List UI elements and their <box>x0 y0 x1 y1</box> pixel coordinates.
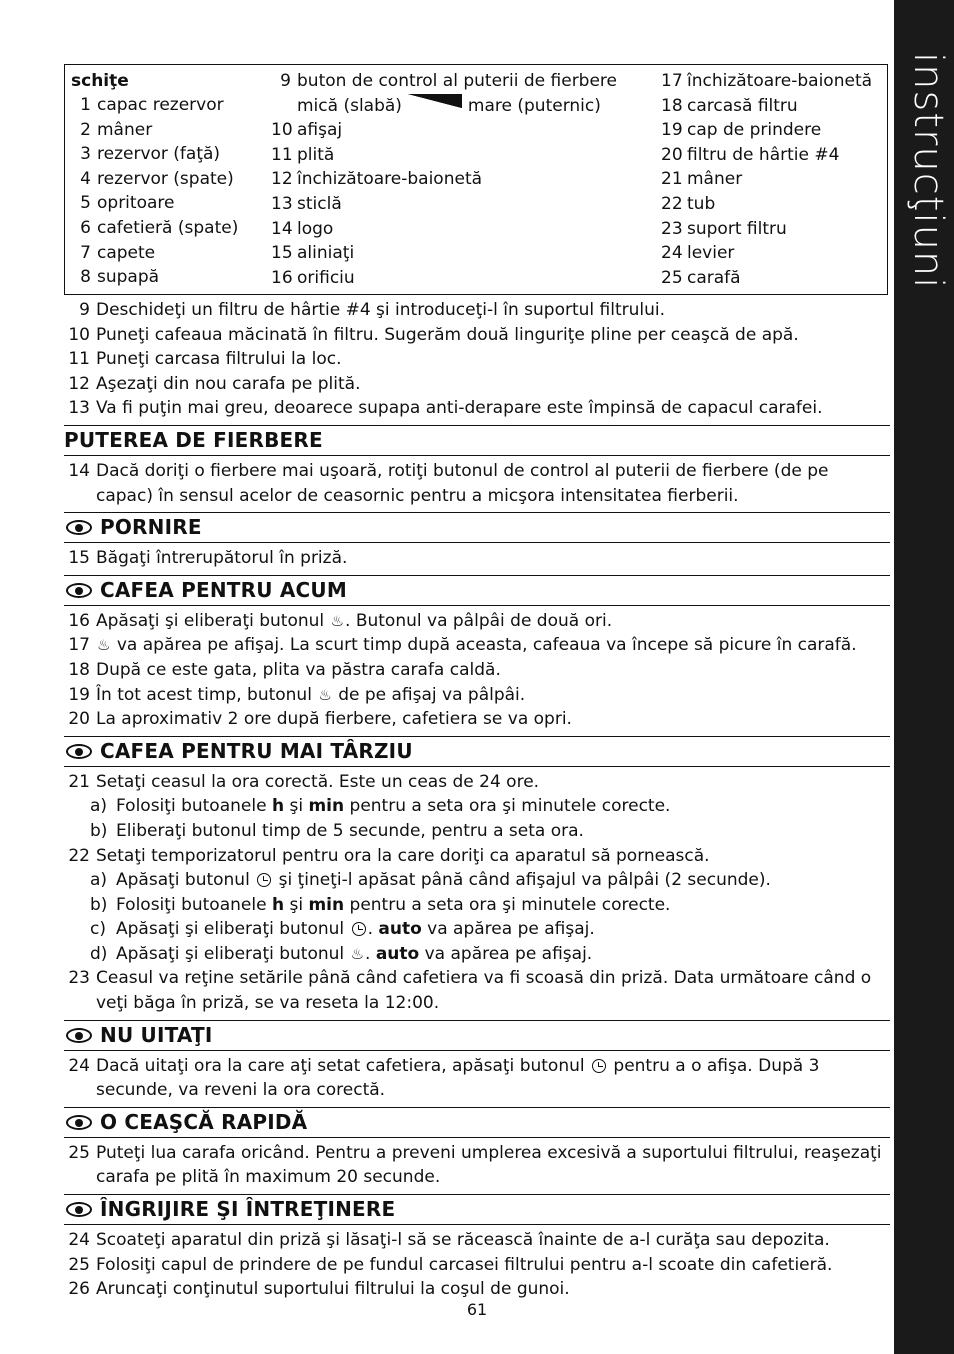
step: 25 Puteţi lua carafa oricând. Pentru a preveni umplerea excesivă a suportului filtrului, reaşezaţi carafa pe plită în maximum 20 secunde. <box>68 1142 882 1188</box>
parts-item: 14 logo <box>271 218 334 239</box>
section-heading-start: PORNIRE <box>64 512 890 543</box>
step: 19 În tot acest timp, butonul ♨ de pe afişaj va pâlpâi. <box>64 683 890 708</box>
parts-item: 7 capete <box>80 242 156 263</box>
step: 11 Puneţi carcasa filtrului la loc. <box>68 349 342 370</box>
step: 10 Puneţi cafeaua măcinată în filtru. Sugerăm două linguriţe pline per ceaşcă de apă. <box>68 324 799 345</box>
step: 25 Folosiţi capul de prindere de pe fundul carcasei filtrului pentru a-l scoate din cafetieră. <box>68 1254 833 1275</box>
parts-column-3 <box>661 69 872 290</box>
parts-item: 24 levier <box>661 243 735 264</box>
eye-icon <box>66 520 92 535</box>
parts-heading: schiţe <box>71 71 129 91</box>
parts-item: 8 supapă <box>80 267 160 288</box>
parts-item: 13 sticlă <box>271 193 342 214</box>
parts-item: 3 rezervor (faţă) <box>80 144 221 165</box>
step: 16 Apăsaţi şi eliberaţi butonul ♨. Butonul va pâlpâi de două ori. <box>64 609 890 634</box>
parts-item: mică (slabă) mare (puternic) <box>297 95 601 116</box>
step: 12 Aşezaţi din nou carafa pe plită. <box>68 373 361 394</box>
step: 24 Scoateţi aparatul din priză şi lăsaţi-l să se răcească înainte de a-l curăţa sau depozita. <box>68 1230 830 1251</box>
parts-item: 17 închizătoare-baionetă <box>661 71 873 91</box>
parts-item: 12 închizătoare-baionetă <box>271 169 483 190</box>
parts-item: 21 mâner <box>661 169 743 190</box>
clock-icon <box>352 922 366 936</box>
parts-item: 9 buton de control al puterii de fierbere <box>280 71 618 91</box>
parts-item: 2 mâner <box>80 119 153 140</box>
parts-column-1 <box>71 69 238 290</box>
brew-icon: ♨ <box>350 944 365 963</box>
section-heading-forget: NU UITAŢI <box>64 1020 890 1051</box>
parts-item: 10 afişaj <box>271 120 343 141</box>
section-heading-now: CAFEA PENTRU ACUM <box>64 575 890 606</box>
clock-icon <box>257 873 271 887</box>
parts-item: 11 plită <box>271 144 335 165</box>
step: 21 Setaţi ceasul la ora corectă. Este un ceas de 24 ore. <box>68 771 540 792</box>
parts-item: 23 suport filtru <box>661 218 787 239</box>
step: 9 Deschideţi un filtru de hârtie #4 şi introduceţi-l în suportul filtrului. <box>79 300 666 320</box>
section-heading-care: ÎNGRIJIRE ŞI ÎNTREŢINERE <box>64 1194 890 1225</box>
parts-item: 16 orificiu <box>271 267 355 288</box>
parts-legend-box <box>64 64 888 295</box>
step: 17 ♨ va apărea pe afişaj. La scurt timp după aceasta, cafeaua va începe să picure în carafă. <box>64 633 890 658</box>
substep: a) Apăsaţi butonul şi ţineţi-l apăsat până când afişajul va pâlpâi (2 secunde). <box>90 870 771 891</box>
step: 24 Dacă uitaţi ora la care aţi setat cafetiera, apăsaţi butonul pentru a o afişa. După 3 secunde, va reveni la ora corectă. <box>68 1055 820 1101</box>
step: 26 Aruncaţi conţinutul suportului filtrului la coşul de gunoi. <box>68 1279 570 1300</box>
parts-item: 25 carafă <box>661 267 741 288</box>
substep: b) Eliberaţi butonul timp de 5 secunde, pentru a seta ora. <box>90 820 584 841</box>
parts-item: 1 capac rezervor <box>80 95 224 115</box>
eye-icon <box>66 1028 92 1043</box>
side-tab <box>894 0 954 1354</box>
step: 18 După ce este gata, plita va păstra carafa caldă. <box>68 659 501 680</box>
substep: d) Apăsaţi şi eliberaţi butonul ♨. auto va apărea pe afişaj. <box>64 942 890 967</box>
clock-icon <box>592 1059 606 1073</box>
parts-item: 6 cafetieră (spate) <box>80 217 239 238</box>
eye-icon <box>66 583 92 598</box>
substep: b) Folosiţi butoanele h şi min pentru a seta ora şi minutele corecte. <box>90 894 671 915</box>
parts-item: 15 aliniaţi <box>271 243 355 264</box>
section-heading-power: PUTEREA DE FIERBERE <box>64 425 890 456</box>
substep: a) Folosiţi butoanele h şi min pentru a seta ora şi minutele corecte. <box>90 796 671 817</box>
eye-icon <box>66 744 92 759</box>
eye-icon <box>66 1115 92 1130</box>
parts-column-2 <box>271 69 617 290</box>
eye-icon <box>66 1202 92 1217</box>
step: 22 Setaţi temporizatorul pentru ora la care doriţi ca aparatul să pornească. <box>68 845 710 866</box>
power-ramp-icon <box>408 94 462 108</box>
step: 15 Băgaţi întrerupătorul în priză. <box>68 548 348 569</box>
step: 20 La aproximativ 2 ore după fierbere, cafetiera se va opri. <box>68 709 572 730</box>
brew-icon: ♨ <box>330 611 345 630</box>
substep: c) Apăsaţi şi eliberaţi butonul . auto va apărea pe afişaj. <box>90 919 595 940</box>
side-tab-label: instrucţiuni <box>905 52 951 290</box>
parts-item: 22 tub <box>661 193 716 214</box>
brew-icon: ♨ <box>97 636 111 655</box>
step: 14 Dacă doriţi o fierbere mai uşoară, rotiţi butonul de control al puterii de fierbere (de pe capac) în sensul acelor de ceasornic pentru a micşora intensitatea fierberii. <box>68 460 829 506</box>
parts-item: 18 carcasă filtru <box>661 95 798 116</box>
parts-item: 5 opritoare <box>80 193 175 214</box>
parts-item: 19 cap de prindere <box>661 120 822 141</box>
step: 23 Ceasul va reţine setările până când cafetiera va fi scoasă din priză. Data următoare când o veţi băga în priză, se va reseta la 12:00. <box>68 968 872 1014</box>
brew-icon: ♨ <box>318 685 332 704</box>
section-heading-quick: O CEAŞCĂ RAPIDĂ <box>64 1107 890 1138</box>
page-number: 61 <box>466 1300 488 1319</box>
parts-item: 4 rezervor (spate) <box>80 168 234 189</box>
step: 13 Va fi puţin mai greu, deoarece supapa anti-derapare este împinsă de capacul carafei. <box>68 398 823 419</box>
parts-item: 20 filtru de hârtie #4 <box>661 144 840 165</box>
section-heading-later: CAFEA PENTRU MAI TÂRZIU <box>64 736 890 767</box>
instructions <box>64 298 890 1302</box>
